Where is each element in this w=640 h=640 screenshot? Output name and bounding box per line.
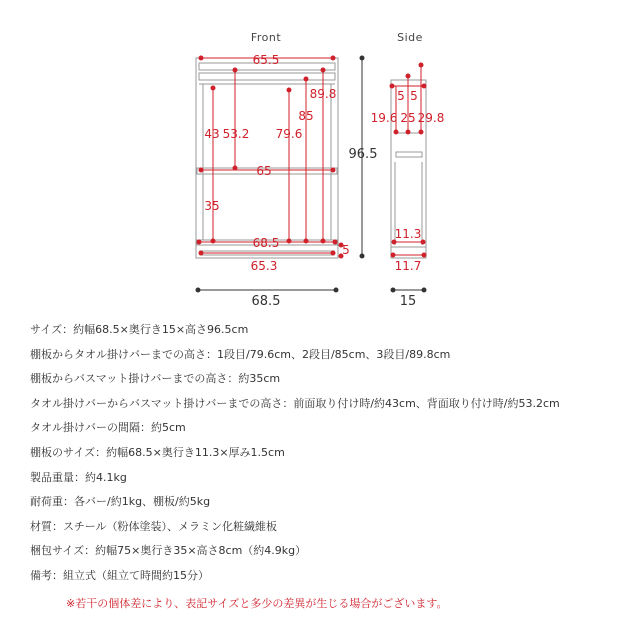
spec-remarks: 備考：組立式（組立て時間約15分） xyxy=(30,568,209,582)
dim-base-width: 65.3 xyxy=(250,259,278,273)
spec-weight: 製品重量：約4.1kg xyxy=(30,470,127,484)
spec-shelf-size: 棚板のサイズ：約幅68.5×奥行き11.3×厚み1.5cm xyxy=(30,445,285,459)
side-view-label: Side xyxy=(397,31,423,44)
dim-base-height: 5 xyxy=(342,243,350,257)
spec-load-capacity: 耐荷重：各バー/約1kg、棚板/約5kg xyxy=(30,495,211,509)
spec-mat-bar-height: 棚板からバスマット掛けバーまでの高さ：約35cm xyxy=(30,372,281,386)
dim-bar-to-mat-front: 43 xyxy=(204,127,220,141)
spec-bar-spacing: タオル掛けバーの間隔：約5cm xyxy=(30,421,186,435)
disclaimer-note: ※若干の個体差により、表記サイズと多少の差異が生じる場合がございます。 xyxy=(66,597,448,610)
dim-total-height: 96.5 xyxy=(348,147,378,162)
dim-total-width: 68.5 xyxy=(251,294,281,309)
spec-bar-to-mat-height: タオル掛けバーからバスマット掛けバーまでの高さ：前面取り付け時/約43cm、背面取り付け時/約53.2cm xyxy=(30,396,560,410)
dim-bar-to-mat-back: 53.2 xyxy=(222,127,250,141)
dim-side-depth-3: 29.8 xyxy=(417,111,445,125)
dim-bar-height-3: 89.8 xyxy=(309,87,337,101)
dim-bar-height-2: 85 xyxy=(298,109,314,123)
dim-mat-height: 35 xyxy=(204,199,220,213)
dim-bar-gap-a: 5 xyxy=(397,89,405,103)
spec-size: サイズ：約幅68.5×奥行き15×高さ96.5cm xyxy=(30,323,249,336)
dim-bar-height-1: 79.6 xyxy=(275,127,303,141)
dim-shelf-depth: 11.3 xyxy=(394,227,422,241)
dim-top-width: 65.5 xyxy=(252,53,280,67)
dim-total-depth: 15 xyxy=(399,294,417,309)
spec-list xyxy=(30,323,630,594)
dim-bar-width: 65 xyxy=(256,164,272,178)
front-view-label: Front xyxy=(250,31,282,44)
spec-material: 材質：スチール（粉体塗装）、メラミン化粧繊維板 xyxy=(30,519,278,533)
dim-bar-gap-b: 5 xyxy=(410,89,418,103)
spec-package-size: 梱包サイズ：約幅75×奥行き35×高さ8cm（約4.9kg） xyxy=(30,544,307,558)
spec-towel-bar-height: 棚板からタオル掛けバーまでの高さ：1段目/79.6cm、2段目/85cm、3段目/89.8cm xyxy=(30,347,451,361)
dim-shelf-width: 68.5 xyxy=(252,236,280,250)
dim-side-depth-2: 25 xyxy=(400,111,416,125)
dim-side-depth-1: 19.6 xyxy=(370,111,398,125)
dim-base-depth: 11.7 xyxy=(394,259,422,273)
side-total-line xyxy=(391,288,426,292)
